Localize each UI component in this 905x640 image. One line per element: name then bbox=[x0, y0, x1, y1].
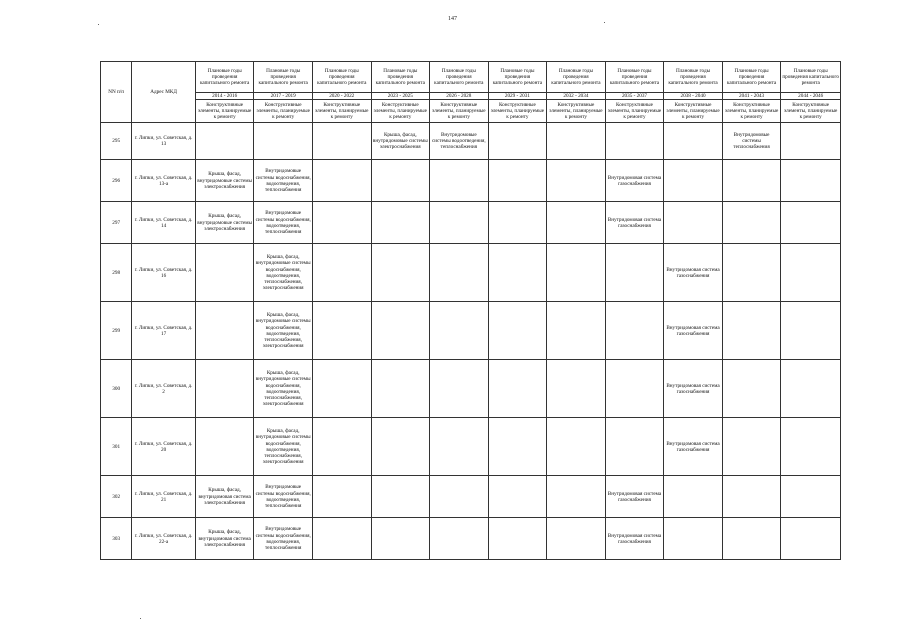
header-period: 2035 - 2037 bbox=[605, 93, 664, 100]
header-elements: Конструктивные элементы, планируемые к ремонту bbox=[312, 100, 371, 123]
row-elements-cell bbox=[371, 244, 430, 302]
row-elements-cell bbox=[781, 418, 841, 476]
row-elements-cell bbox=[547, 518, 606, 560]
table-row bbox=[101, 518, 841, 560]
row-elements-cell bbox=[605, 244, 664, 302]
scan-speck bbox=[98, 24, 99, 25]
row-elements-cell bbox=[312, 418, 371, 476]
row-address: г. Липки, ул. Советская, д. 21 bbox=[132, 476, 196, 518]
row-elements-cell bbox=[371, 476, 430, 518]
row-elements-cell bbox=[664, 202, 723, 244]
row-elements-cell bbox=[722, 518, 781, 560]
row-elements-cell bbox=[371, 202, 430, 244]
header-period: 2017 - 2019 bbox=[254, 93, 313, 100]
row-elements-cell: Крыша, фасад, внутридомовые системы водоснабжения, водоотведения, теплоснабжения, электроснабжения bbox=[254, 418, 313, 476]
header-elements: Конструктивные элементы, планируемые к ремонту bbox=[488, 100, 547, 123]
header-planned-years: Плановые годы проведения капитального ремонта bbox=[430, 62, 489, 93]
row-address: г. Липки, ул. Советская, д. 20 bbox=[132, 418, 196, 476]
row-elements-cell bbox=[722, 244, 781, 302]
row-elements-cell bbox=[195, 244, 254, 302]
row-elements-cell: Внутридомовая система газоснабжения bbox=[605, 202, 664, 244]
row-number: 296 bbox=[101, 160, 132, 202]
header-planned-years: Плановые годы проведения капитального ремонта bbox=[605, 62, 664, 93]
header-elements: Конструктивные элементы, планируемые к ремонту bbox=[605, 100, 664, 123]
row-elements-cell bbox=[312, 160, 371, 202]
row-address: г. Липки, ул. Советская, д. 13-а bbox=[132, 160, 196, 202]
header-planned-years: Плановые годы проведения капитального ремонта bbox=[722, 62, 781, 93]
header-period: 2044 - 2046 bbox=[781, 93, 841, 100]
row-elements-cell bbox=[312, 360, 371, 418]
table-row bbox=[101, 123, 841, 160]
row-elements-cell bbox=[430, 302, 489, 360]
row-number: 298 bbox=[101, 244, 132, 302]
header-elements: Конструктивные элементы, планируемые к ремонту bbox=[430, 100, 489, 123]
table-row bbox=[101, 302, 841, 360]
row-number: 303 bbox=[101, 518, 132, 560]
row-elements-cell: Внутридомовая система газоснабжения bbox=[664, 302, 723, 360]
header-period: 2026 - 2028 bbox=[430, 93, 489, 100]
row-elements-cell bbox=[430, 244, 489, 302]
row-address: г. Липки, ул. Советская, д. 22-а bbox=[132, 518, 196, 560]
row-elements-cell bbox=[664, 518, 723, 560]
row-elements-cell: Внутридомовые системы водоснабжения, водоотведения, теплоснабжения bbox=[254, 476, 313, 518]
row-elements-cell bbox=[488, 202, 547, 244]
header-elements: Конструктивные элементы, планируемые к ремонту bbox=[547, 100, 606, 123]
row-elements-cell bbox=[430, 418, 489, 476]
row-elements-cell bbox=[312, 476, 371, 518]
row-elements-cell bbox=[430, 476, 489, 518]
row-elements-cell bbox=[605, 360, 664, 418]
row-elements-cell bbox=[371, 302, 430, 360]
row-elements-cell bbox=[430, 160, 489, 202]
capital-repair-table bbox=[100, 61, 841, 560]
row-elements-cell bbox=[781, 244, 841, 302]
header-planned-years: Плановые годы проведения капитального ремонта bbox=[781, 62, 841, 93]
row-elements-cell: Внутридомовая система газоснабжения bbox=[664, 360, 723, 418]
row-elements-cell bbox=[547, 160, 606, 202]
row-elements-cell bbox=[722, 160, 781, 202]
row-number: 299 bbox=[101, 302, 132, 360]
table-row bbox=[101, 244, 841, 302]
row-elements-cell bbox=[781, 360, 841, 418]
row-elements-cell bbox=[664, 476, 723, 518]
row-elements-cell bbox=[488, 302, 547, 360]
row-elements-cell bbox=[547, 360, 606, 418]
row-address: г. Липки, ул. Советская, д. 16 bbox=[132, 244, 196, 302]
row-elements-cell: Крыша, фасад, внутридомовая система электроснабжения bbox=[195, 518, 254, 560]
row-elements-cell: Внутридомовая система газоснабжения bbox=[605, 518, 664, 560]
header-planned-years: Плановые годы проведения капитального ремонта bbox=[195, 62, 254, 93]
row-elements-cell: Крыша, фасад, внутридомовые системы электроснабжения bbox=[195, 202, 254, 244]
row-elements-cell bbox=[371, 160, 430, 202]
header-planned-years: Плановые годы проведения капитального ремонта bbox=[547, 62, 606, 93]
header-planned-years: Плановые годы проведения капитального ремонта bbox=[254, 62, 313, 93]
header-period: 2041 - 2043 bbox=[722, 93, 781, 100]
table-header bbox=[101, 62, 841, 123]
row-number: 295 bbox=[101, 123, 132, 160]
row-elements-cell bbox=[488, 160, 547, 202]
row-elements-cell bbox=[312, 123, 371, 160]
row-elements-cell bbox=[371, 360, 430, 418]
header-planned-years: Плановые годы проведения капитального ремонта bbox=[664, 62, 723, 93]
header-planned-years: Плановые годы проведения капитального ремонта bbox=[371, 62, 430, 93]
row-elements-cell bbox=[488, 123, 547, 160]
row-elements-cell bbox=[195, 360, 254, 418]
row-elements-cell bbox=[312, 202, 371, 244]
row-elements-cell bbox=[488, 244, 547, 302]
row-elements-cell bbox=[430, 360, 489, 418]
header-period: 2014 - 2016 bbox=[195, 93, 254, 100]
row-elements-cell bbox=[781, 123, 841, 160]
page-number: 147 bbox=[448, 16, 457, 22]
row-number: 300 bbox=[101, 360, 132, 418]
header-elements: Конструктивные элементы, планируемые к ремонту bbox=[664, 100, 723, 123]
row-elements-cell bbox=[488, 360, 547, 418]
row-elements-cell bbox=[488, 418, 547, 476]
row-elements-cell bbox=[430, 518, 489, 560]
row-elements-cell bbox=[605, 418, 664, 476]
row-elements-cell bbox=[722, 302, 781, 360]
row-number: 302 bbox=[101, 476, 132, 518]
row-elements-cell: Внутридомовая система газоснабжения bbox=[664, 418, 723, 476]
row-elements-cell bbox=[722, 360, 781, 418]
row-elements-cell bbox=[664, 123, 723, 160]
header-period: 2023 - 2025 bbox=[371, 93, 430, 100]
row-elements-cell bbox=[605, 123, 664, 160]
row-address: г. Липки, ул. Советская, д. 13 bbox=[132, 123, 196, 160]
row-elements-cell: Внутридомовые системы водоснабжения, водоотведения, теплоснабжения bbox=[254, 160, 313, 202]
header-address: Адрес МКД bbox=[132, 62, 196, 123]
row-address: г. Липки, ул. Советская, д. 2 bbox=[132, 360, 196, 418]
header-planned-years: Плановые годы проведения капитального ремонта bbox=[312, 62, 371, 93]
header-elements: Конструктивные элементы, планируемые к ремонту bbox=[781, 100, 841, 123]
row-number: 297 bbox=[101, 202, 132, 244]
row-elements-cell: Внутридомовая система газоснабжения bbox=[605, 476, 664, 518]
row-elements-cell bbox=[195, 302, 254, 360]
row-elements-cell: Внутридомовые системы водоснабжения, водоотведения, теплоснабжения bbox=[254, 518, 313, 560]
row-elements-cell: Внутридомовая система газоснабжения bbox=[664, 244, 723, 302]
row-address: г. Липки, ул. Советская, д. 14 bbox=[132, 202, 196, 244]
scan-speck bbox=[140, 618, 141, 619]
row-elements-cell bbox=[547, 202, 606, 244]
row-elements-cell bbox=[547, 244, 606, 302]
header-elements: Конструктивные элементы, планируемые к ремонту bbox=[195, 100, 254, 123]
header-num: NN п/п bbox=[101, 62, 132, 123]
row-elements-cell bbox=[781, 202, 841, 244]
row-elements-cell bbox=[781, 518, 841, 560]
header-period: 2020 - 2022 bbox=[312, 93, 371, 100]
row-elements-cell: Крыша, фасад, внутридомовые системы водоснабжения, водоотведения, теплоснабжения, электроснабжения bbox=[254, 302, 313, 360]
row-elements-cell bbox=[488, 518, 547, 560]
row-elements-cell bbox=[664, 160, 723, 202]
table-body bbox=[101, 123, 841, 560]
row-address: г. Липки, ул. Советская, д. 17 bbox=[132, 302, 196, 360]
row-elements-cell bbox=[722, 418, 781, 476]
row-elements-cell bbox=[430, 202, 489, 244]
row-elements-cell bbox=[371, 518, 430, 560]
row-elements-cell: Внутридомовая система газоснабжения bbox=[605, 160, 664, 202]
header-period: 2038 - 2040 bbox=[664, 93, 723, 100]
row-elements-cell bbox=[195, 418, 254, 476]
row-elements-cell: Внутридомовые системы теплоснабжения bbox=[722, 123, 781, 160]
row-elements-cell: Крыша, фасад, внутридомовые системы электроснабжения bbox=[195, 160, 254, 202]
schedule-grid bbox=[100, 61, 841, 560]
row-elements-cell: Внутридомовые системы водоотведения, теплоснабжения bbox=[430, 123, 489, 160]
header-elements: Конструктивные элементы, планируемые к ремонту bbox=[371, 100, 430, 123]
header-period: 2029 - 2031 bbox=[488, 93, 547, 100]
table-row bbox=[101, 360, 841, 418]
row-elements-cell bbox=[254, 123, 313, 160]
row-elements-cell bbox=[195, 123, 254, 160]
row-elements-cell bbox=[781, 302, 841, 360]
row-elements-cell bbox=[312, 244, 371, 302]
row-elements-cell bbox=[605, 302, 664, 360]
row-elements-cell bbox=[488, 476, 547, 518]
row-elements-cell bbox=[722, 202, 781, 244]
table-row bbox=[101, 202, 841, 244]
row-elements-cell: Крыша, фасад, внутридомовая система электроснабжения bbox=[195, 476, 254, 518]
table-row bbox=[101, 418, 841, 476]
row-elements-cell bbox=[547, 418, 606, 476]
row-elements-cell: Внутридомовые системы водоснабжения, водоотведения, теплоснабжения bbox=[254, 202, 313, 244]
row-elements-cell: Крыша, фасад, внутридомовые системы водоснабжения, водоотведения, теплоснабжения, электроснабжения bbox=[254, 244, 313, 302]
row-number: 301 bbox=[101, 418, 132, 476]
row-elements-cell bbox=[547, 302, 606, 360]
row-elements-cell bbox=[547, 476, 606, 518]
row-elements-cell: Крыша, фасад, внутридомовые системы электроснабжения bbox=[371, 123, 430, 160]
row-elements-cell: Крыша, фасад, внутридомовые системы водоснабжения, водоотведения, теплоснабжения, электроснабжения bbox=[254, 360, 313, 418]
row-elements-cell bbox=[722, 476, 781, 518]
table-row bbox=[101, 476, 841, 518]
table-row bbox=[101, 160, 841, 202]
header-elements: Конструктивные элементы, планируемые к ремонту bbox=[722, 100, 781, 123]
row-elements-cell bbox=[781, 476, 841, 518]
scan-speck bbox=[604, 22, 605, 23]
row-elements-cell bbox=[312, 518, 371, 560]
header-elements: Конструктивные элементы, планируемые к ремонту bbox=[254, 100, 313, 123]
row-elements-cell bbox=[547, 123, 606, 160]
row-elements-cell bbox=[312, 302, 371, 360]
header-planned-years: Плановые годы проведения капитального ремонта bbox=[488, 62, 547, 93]
header-period: 2032 - 2034 bbox=[547, 93, 606, 100]
row-elements-cell bbox=[781, 160, 841, 202]
row-elements-cell bbox=[371, 418, 430, 476]
